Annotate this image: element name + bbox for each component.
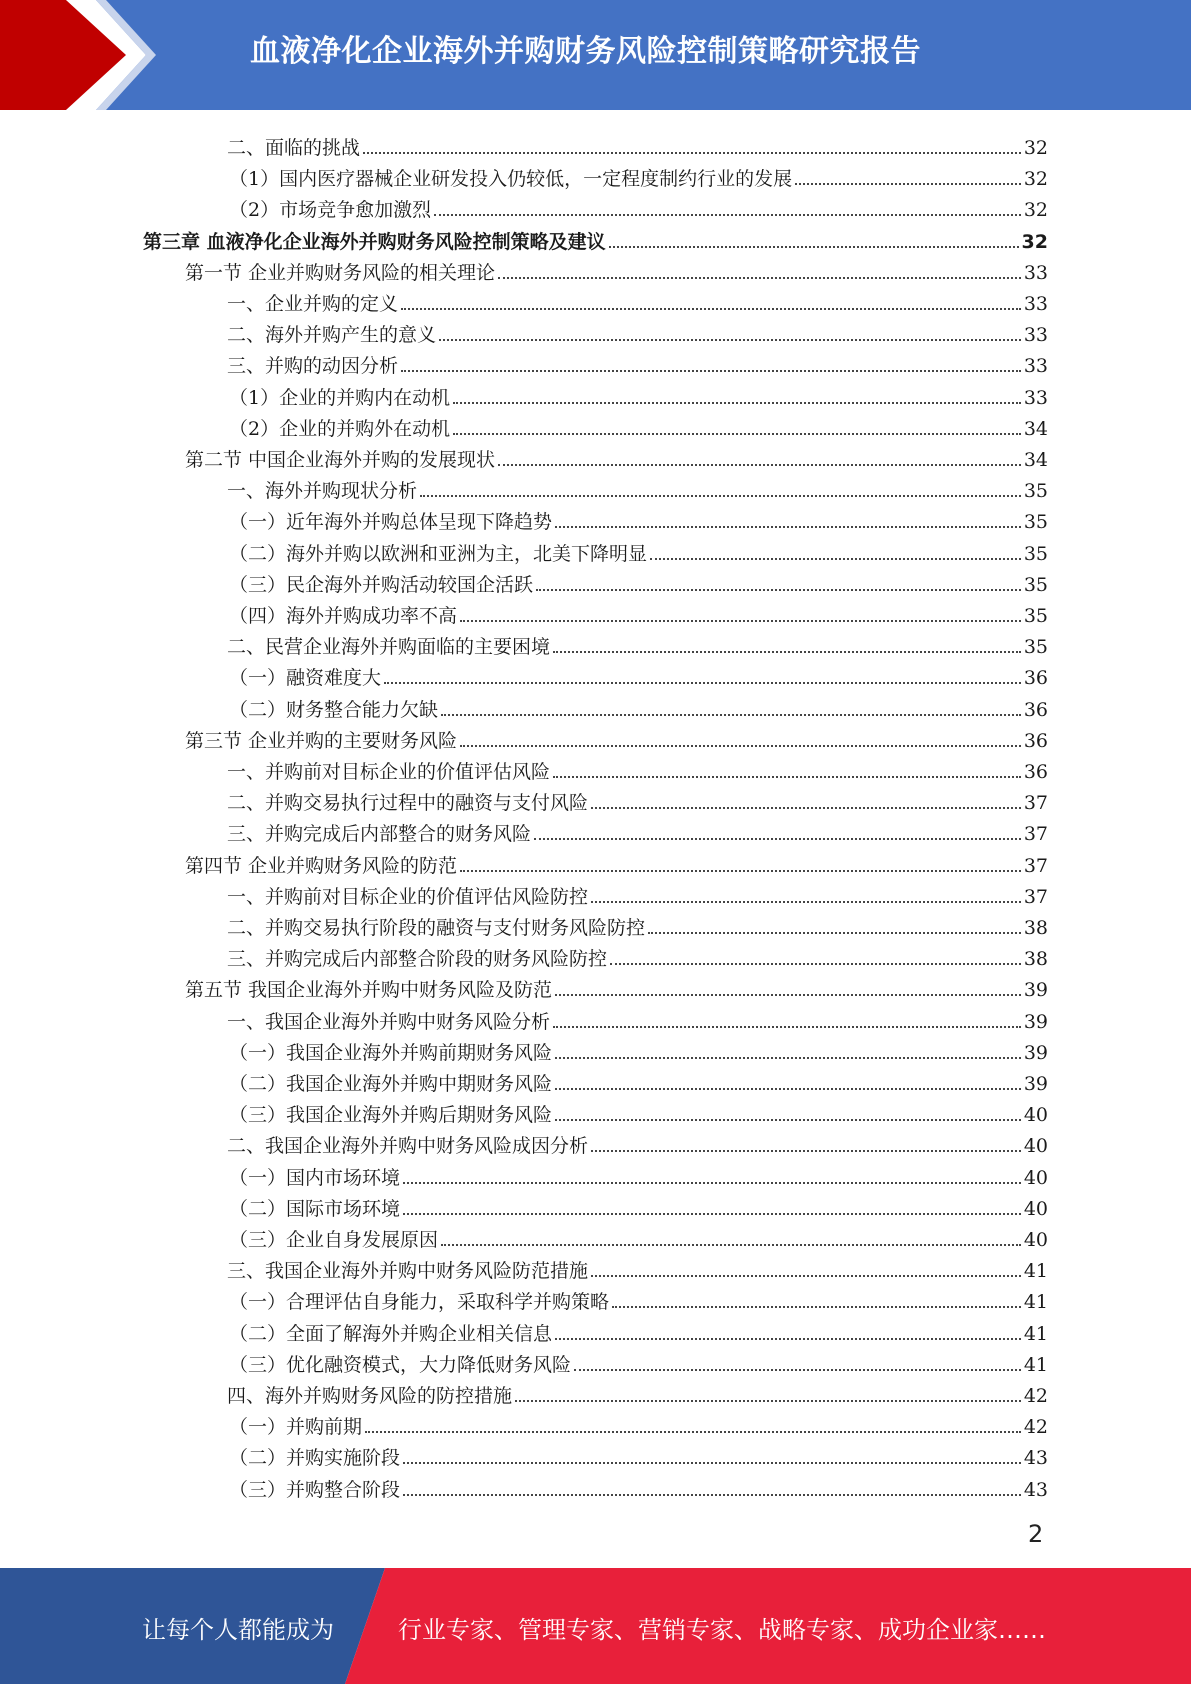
toc-entry[interactable] xyxy=(0,1002,1048,1033)
page-header xyxy=(0,0,1191,110)
toc-entry[interactable] xyxy=(0,284,1048,315)
toc-entry-label: （二）全面了解海外并购企业相关信息 xyxy=(229,1322,553,1345)
toc-entry-label: 一、我国企业海外并购中财务风险分析 xyxy=(227,1010,551,1033)
toc-leader-dots xyxy=(403,1494,1021,1496)
toc-entry[interactable] xyxy=(0,1407,1048,1438)
toc-entry-page: 34 xyxy=(1023,449,1048,471)
toc-entry-label: （三）民企海外并购活动较国企活跃 xyxy=(229,573,534,596)
toc-entry[interactable] xyxy=(0,1126,1048,1157)
toc-entry-label: 二、我国企业海外并购中财务风险成因分析 xyxy=(227,1135,589,1158)
toc-entry-label: （二）国际市场环境 xyxy=(229,1197,401,1220)
toc-entry[interactable] xyxy=(0,846,1048,877)
toc-entry-page: 35 xyxy=(1023,636,1048,659)
toc-entry-label: （三）并购整合阶段 xyxy=(229,1478,401,1501)
toc-leader-dots xyxy=(460,870,1021,872)
toc-entry-page: 33 xyxy=(1023,261,1048,284)
toc-entry[interactable] xyxy=(0,783,1048,814)
toc-entry-page: 41 xyxy=(1023,1260,1048,1283)
toc-entry[interactable] xyxy=(0,1033,1048,1064)
toc-leader-dots xyxy=(555,526,1021,528)
toc-entry[interactable] xyxy=(0,1095,1048,1126)
toc-entry-label: 三、并购的动因分析 xyxy=(227,355,399,378)
report-title: 血液净化企业海外并购财务风险控制策略研究报告 xyxy=(250,34,921,69)
toc-entry-label: （二）并购实施阶段 xyxy=(229,1447,401,1470)
toc-entry-label: 四、海外并购财务风险的防控措施 xyxy=(227,1385,513,1407)
toc-entry-label: （四）海外并购成功率不高 xyxy=(229,605,458,627)
toc-entry-page: 35 xyxy=(1023,542,1048,565)
toc-entry-page: 38 xyxy=(1023,917,1048,939)
toc-leader-dots xyxy=(420,495,1021,497)
toc-entry-page: 41 xyxy=(1023,1353,1048,1376)
toc-entry[interactable] xyxy=(0,752,1048,783)
toc-entry-page: 43 xyxy=(1023,1447,1048,1470)
toc-leader-dots xyxy=(609,246,1019,248)
toc-entry[interactable] xyxy=(0,1251,1048,1282)
toc-entry[interactable] xyxy=(0,190,1048,221)
toc-entry[interactable] xyxy=(0,502,1048,533)
toc-entry[interactable] xyxy=(0,877,1048,908)
toc-entry-page: 37 xyxy=(1023,792,1048,815)
toc-entry-page: 37 xyxy=(1023,854,1048,877)
toc-entry-label: （二）财务整合能力欠缺 xyxy=(229,698,439,721)
toc-entry[interactable] xyxy=(0,409,1048,440)
toc-leader-dots xyxy=(403,1213,1021,1215)
toc-leader-dots xyxy=(795,183,1021,185)
toc-leader-dots xyxy=(591,1275,1021,1277)
toc-leader-dots xyxy=(384,682,1021,684)
toc-entry-page: 35 xyxy=(1023,605,1048,627)
toc-entry[interactable] xyxy=(0,939,1048,970)
toc-entry-label: （二）我国企业海外并购中期财务风险 xyxy=(229,1073,553,1095)
toc-entry-page: 36 xyxy=(1023,667,1048,690)
header-red-chevron xyxy=(0,0,146,110)
toc-leader-dots xyxy=(439,339,1021,341)
toc-entry-label: （一）并购前期 xyxy=(229,1416,363,1439)
toc-leader-dots xyxy=(591,807,1021,809)
toc-entry[interactable] xyxy=(0,1220,1048,1251)
toc-leader-dots xyxy=(650,558,1021,560)
toc-entry-label: （1）国内医疗器械企业研发投入仍较低，一定程度制约行业的发展 xyxy=(229,168,793,191)
toc-leader-dots xyxy=(534,838,1021,840)
toc-entry-page: 32 xyxy=(1023,137,1048,159)
toc-entry-page: 32 xyxy=(1021,230,1048,253)
toc-leader-dots xyxy=(591,901,1021,903)
toc-entry[interactable] xyxy=(0,690,1048,721)
toc-entry-page: 40 xyxy=(1023,1166,1048,1189)
toc-entry-page: 42 xyxy=(1023,1416,1048,1439)
toc-leader-dots xyxy=(434,214,1021,216)
page-footer xyxy=(0,1568,1191,1684)
toc-leader-dots xyxy=(441,714,1021,716)
toc-entry-page: 35 xyxy=(1023,573,1048,596)
toc-entry-page: 33 xyxy=(1023,386,1048,409)
toc-entry-label: 一、并购前对目标企业的价值评估风险 xyxy=(227,761,551,783)
toc-entry-label: 第三章 血液净化企业海外并购财务风险控制策略及建议 xyxy=(143,230,606,253)
toc-leader-dots xyxy=(574,1369,1021,1371)
toc-leader-dots xyxy=(453,402,1021,404)
toc-entry-page: 39 xyxy=(1023,1010,1048,1033)
toc-entry-label: 二、海外并购产生的意义 xyxy=(227,324,437,347)
toc-leader-dots xyxy=(553,776,1021,778)
toc-entry[interactable] xyxy=(0,970,1048,1001)
toc-leader-dots xyxy=(401,370,1021,372)
toc-entry[interactable] xyxy=(0,1438,1048,1469)
toc-entry-label: 第三节 企业并购的主要财务风险 xyxy=(185,729,458,752)
toc-leader-dots xyxy=(555,1338,1021,1340)
toc-entry-page: 39 xyxy=(1023,1073,1048,1095)
toc-entry[interactable] xyxy=(0,1470,1048,1501)
toc-entry[interactable] xyxy=(0,1345,1048,1376)
toc-entry[interactable] xyxy=(0,440,1048,471)
toc-entry-label: 一、并购前对目标企业的价值评估风险防控 xyxy=(227,885,589,908)
toc-entry-page: 41 xyxy=(1023,1291,1048,1314)
toc-leader-dots xyxy=(460,620,1021,622)
toc-entry[interactable] xyxy=(0,346,1048,377)
toc-leader-dots xyxy=(498,277,1021,279)
toc-entry-label: （1）企业的并购内在动机 xyxy=(229,386,451,409)
toc-entry-page: 39 xyxy=(1023,1041,1048,1064)
toc-entry-label: （一）合理评估自身能力，采取科学并购策略 xyxy=(229,1291,610,1314)
toc-entry[interactable] xyxy=(0,534,1048,565)
toc-entry[interactable] xyxy=(0,814,1048,845)
toc-leader-dots xyxy=(515,1400,1021,1402)
toc-entry[interactable] xyxy=(0,1376,1048,1407)
toc-leader-dots xyxy=(441,1244,1021,1246)
toc-entry[interactable] xyxy=(0,159,1048,190)
toc-leader-dots xyxy=(453,433,1021,435)
toc-entry-page: 40 xyxy=(1023,1197,1048,1220)
toc-entry-page: 35 xyxy=(1023,480,1048,503)
toc-leader-dots xyxy=(648,932,1021,934)
toc-entry[interactable] xyxy=(0,1158,1048,1189)
footer-slogan-left: 让每个人都能成为 xyxy=(142,1616,334,1644)
toc-entry-page: 36 xyxy=(1023,698,1048,721)
toc-leader-dots xyxy=(555,994,1021,996)
toc-entry-label: （一）近年海外并购总体呈现下降趋势 xyxy=(229,511,553,534)
toc-entry[interactable] xyxy=(0,627,1048,658)
toc-entry[interactable] xyxy=(0,658,1048,689)
toc-entry-label: 第一节 企业并购财务风险的相关理论 xyxy=(185,261,496,284)
toc-entry-page: 32 xyxy=(1023,199,1048,222)
toc-entry-label: 第二节 中国企业海外并购的发展现状 xyxy=(185,449,496,471)
toc-entry[interactable] xyxy=(0,565,1048,596)
toc-entry-label: 第五节 我国企业海外并购中财务风险及防范 xyxy=(185,979,553,1002)
toc-entry-label: 二、并购交易执行过程中的融资与支付风险 xyxy=(227,792,589,815)
toc-entry-page: 39 xyxy=(1023,979,1048,1002)
toc-leader-dots xyxy=(403,1182,1021,1184)
toc-entry[interactable] xyxy=(0,315,1048,346)
toc-entry-label: 三、并购完成后内部整合的财务风险 xyxy=(227,823,532,846)
toc-entry[interactable] xyxy=(0,128,1048,159)
toc-entry-label: （一）我国企业海外并购前期财务风险 xyxy=(229,1041,553,1064)
toc-entry-label: （一）融资难度大 xyxy=(229,667,382,690)
toc-entry-page: 34 xyxy=(1023,417,1048,440)
toc-entry[interactable] xyxy=(0,253,1048,284)
toc-entry-page: 33 xyxy=(1023,293,1048,315)
toc-entry-page: 40 xyxy=(1023,1229,1048,1251)
toc-entry-label: （三）企业自身发展原因 xyxy=(229,1229,439,1251)
toc-leader-dots xyxy=(555,1088,1021,1090)
toc-entry-label: （二）海外并购以欧洲和亚洲为主，北美下降明显 xyxy=(229,542,648,565)
toc-entry-page: 33 xyxy=(1023,324,1048,347)
toc-leader-dots xyxy=(555,1119,1021,1121)
toc-entry[interactable] xyxy=(0,378,1048,409)
toc-leader-dots xyxy=(536,589,1021,591)
toc-entry[interactable] xyxy=(0,721,1048,752)
toc-leader-dots xyxy=(610,963,1021,965)
page-number: 2 xyxy=(1028,1520,1044,1548)
toc-leader-dots xyxy=(363,152,1021,154)
toc-entry-page: 36 xyxy=(1023,729,1048,752)
footer-slogan-right: 行业专家、管理专家、营销专家、战略专家、成功企业家…… xyxy=(398,1616,1046,1644)
toc-leader-dots xyxy=(460,745,1021,747)
toc-entry[interactable] xyxy=(0,1189,1048,1220)
toc-entry-page: 33 xyxy=(1023,355,1048,378)
toc-entry-page: 35 xyxy=(1023,511,1048,534)
toc-leader-dots xyxy=(401,308,1021,310)
toc-entry-label: 二、并购交易执行阶段的融资与支付财务风险防控 xyxy=(227,917,646,939)
toc-entry[interactable] xyxy=(0,1282,1048,1313)
toc-entry[interactable] xyxy=(0,908,1048,939)
toc-leader-dots xyxy=(553,1026,1021,1028)
toc-entry-page: 37 xyxy=(1023,885,1048,908)
toc-entry-label: 二、面临的挑战 xyxy=(227,137,361,159)
toc-entry[interactable] xyxy=(0,596,1048,627)
toc-entry-page: 42 xyxy=(1023,1385,1048,1407)
toc-entry-page: 41 xyxy=(1023,1322,1048,1345)
toc-leader-dots xyxy=(555,1057,1021,1059)
toc-entry-label: 第四节 企业并购财务风险的防范 xyxy=(185,854,458,877)
toc-leader-dots xyxy=(591,1150,1021,1152)
toc-entry-label: （2）市场竞争愈加激烈 xyxy=(229,199,432,222)
toc-entry-label: 一、海外并购现状分析 xyxy=(227,480,418,503)
toc-entry-label: 三、我国企业海外并购中财务风险防范措施 xyxy=(227,1260,589,1283)
toc-entry-page: 43 xyxy=(1023,1478,1048,1501)
toc-entry-page: 40 xyxy=(1023,1104,1048,1127)
toc-entry-label: 一、企业并购的定义 xyxy=(227,293,399,315)
toc-leader-dots xyxy=(498,464,1021,466)
toc-entry-label: （一）国内市场环境 xyxy=(229,1166,401,1189)
toc-entry-label: 三、并购完成后内部整合阶段的财务风险防控 xyxy=(227,948,608,971)
toc-entry-label: 二、民营企业海外并购面临的主要困境 xyxy=(227,636,551,659)
toc-entry-page: 32 xyxy=(1023,168,1048,191)
toc-leader-dots xyxy=(612,1306,1021,1308)
toc-entry-page: 40 xyxy=(1023,1135,1048,1158)
toc-entry[interactable] xyxy=(0,1314,1048,1345)
toc-leader-dots xyxy=(403,1462,1021,1464)
toc-entry[interactable] xyxy=(0,222,1048,253)
toc-entry-label: （三）我国企业海外并购后期财务风险 xyxy=(229,1104,553,1127)
toc-entry-page: 37 xyxy=(1023,823,1048,846)
toc-entry-page: 38 xyxy=(1023,948,1048,971)
toc-entry-label: （三）优化融资模式，大力降低财务风险 xyxy=(229,1353,572,1376)
toc-leader-dots xyxy=(365,1431,1021,1433)
toc-entry-label: （2）企业的并购外在动机 xyxy=(229,417,451,440)
toc-entry[interactable] xyxy=(0,1064,1048,1095)
toc-entry-page: 36 xyxy=(1023,761,1048,783)
toc-leader-dots xyxy=(553,651,1021,653)
toc-entry[interactable] xyxy=(0,471,1048,502)
